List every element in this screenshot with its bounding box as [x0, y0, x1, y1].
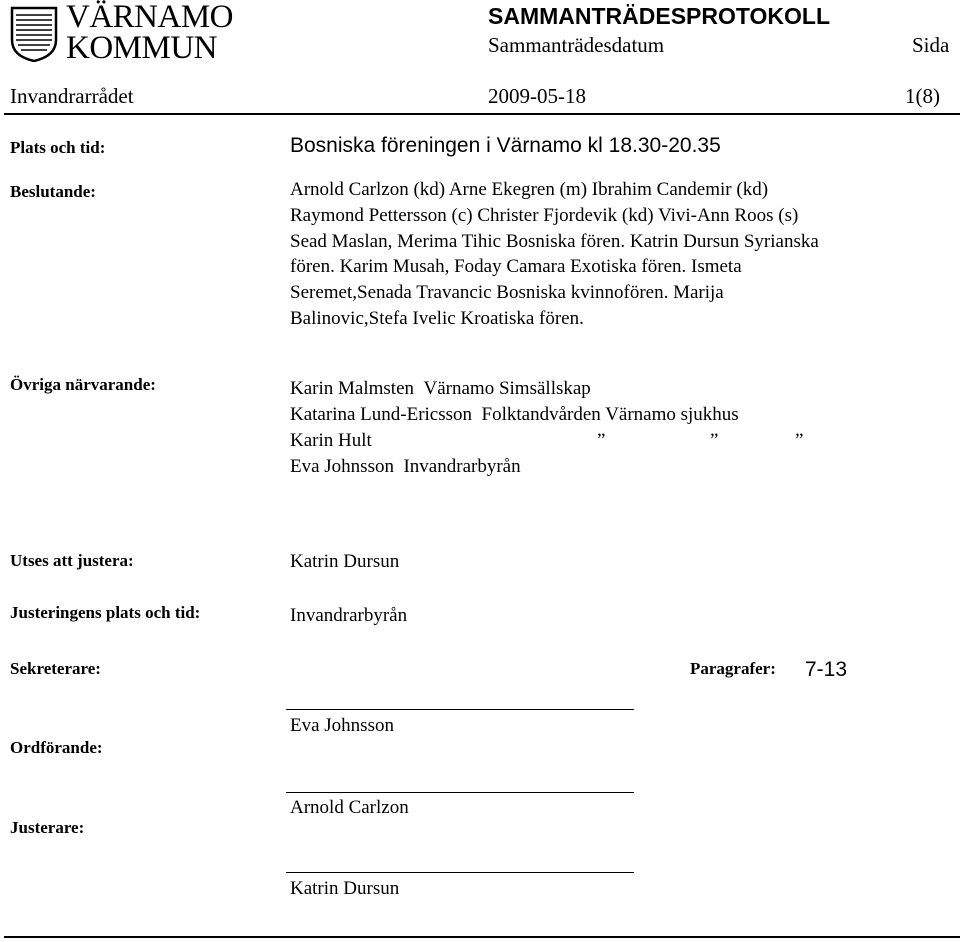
municipality-logo-icon — [10, 6, 58, 62]
others-label: Övriga närvarande: — [10, 375, 156, 394]
list-item: Karin Hult ” ” ” — [290, 430, 804, 451]
adjust-place-value: Invandrarbyrån — [290, 605, 408, 626]
adjuster-signature-line — [286, 872, 634, 873]
footer-divider — [4, 936, 960, 938]
body-name: Invandrarrådet — [10, 84, 134, 108]
date-label: Sammanträdesdatum — [488, 33, 665, 57]
municipality-logo-text: VÄRNAMO KOMMUN — [66, 0, 234, 66]
deciding-label: Beslutande: — [10, 182, 96, 201]
adjuster-signature-name: Katrin Dursun — [290, 878, 400, 899]
header-divider — [4, 113, 960, 115]
paragraphs-value: 7-13 — [805, 658, 848, 681]
paragraphs-label: Paragrafer: — [690, 659, 776, 678]
adjuster-label: Utses att justera: — [10, 551, 134, 570]
place-time-value: Bosniska föreningen i Värnamo kl 18.30-20.35 — [290, 134, 721, 157]
secretary-name: Eva Johnsson — [290, 715, 394, 736]
meeting-date: 2009-05-18 — [488, 84, 586, 108]
chair-name: Arnold Carlzon — [290, 797, 409, 818]
chair-label: Ordförande: — [10, 738, 103, 757]
list-item: Eva Johnsson Invandrarbyrån — [290, 456, 521, 477]
secretary-label: Sekreterare: — [10, 659, 101, 678]
document-title: SAMMANTRÄDESPROTOKOLL — [488, 3, 831, 29]
page-number: 1(8) — [905, 84, 940, 108]
list-item: Katarina Lund-Ericsson Folktandvården Värnamo sjukhus — [290, 404, 739, 425]
adjuster2-label: Justerare: — [10, 818, 85, 837]
others-list — [290, 376, 930, 480]
chair-signature-line — [286, 792, 634, 793]
page-label: Sida — [912, 33, 950, 57]
list-item: Karin Malmsten Värnamo Simsällskap — [290, 378, 591, 399]
adjuster-value: Katrin Dursun — [290, 551, 400, 572]
secretary-signature-line — [286, 709, 634, 710]
deciding-members: Arnold Carlzon (kd) Arne Ekegren (m) Ibrahim Candemir (kd) Raymond Pettersson (c) Christer Fjordevik (kd) Vivi-Ann Roos (s) Sead Maslan, Merima Tihic Bosniska fören. Katrin Dursun Syrianska fören. Karim Musah, Foday Camara Exotiska fören. Ismeta Seremet,Senada Travancic Bosniska kvinnofören. Marija Balinovic,Stefa Ivelic Kroatiska fören. — [290, 179, 819, 329]
place-time-label: Plats och tid: — [10, 138, 106, 157]
adjust-place-label: Justeringens plats och tid: — [10, 603, 201, 622]
